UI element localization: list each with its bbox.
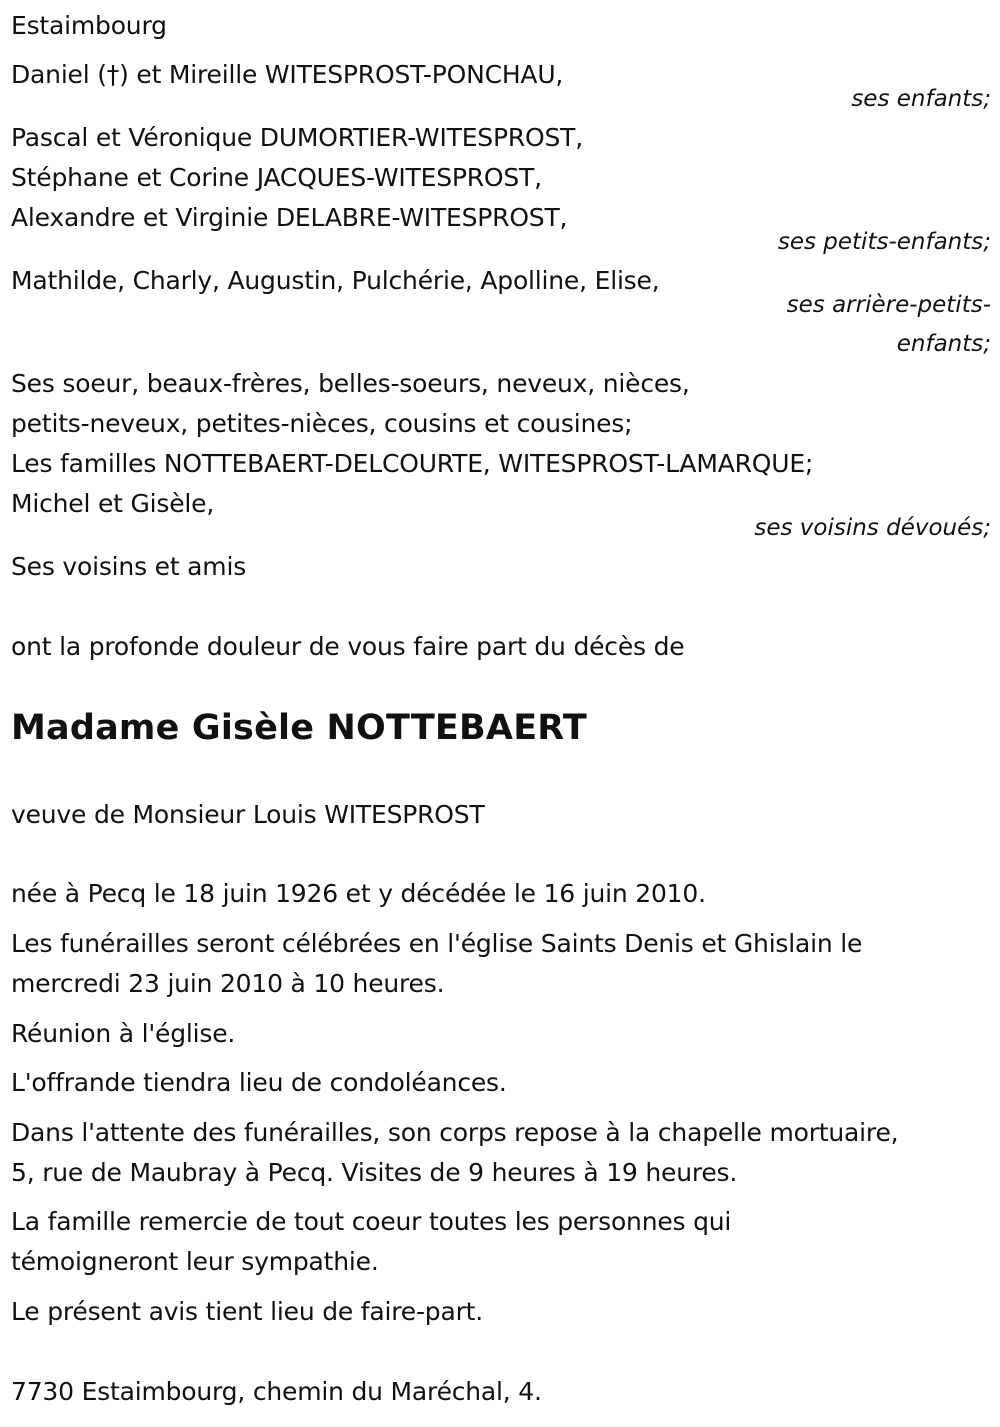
neighbours-role: ses voisins dévoués;	[754, 515, 991, 541]
children-line: Daniel (†) et Mireille WITESPROST-PONCHAU,	[11, 60, 564, 89]
great-grandchildren-role-1: ses arrière-petits-	[786, 292, 991, 318]
header-place: Estaimbourg	[11, 11, 167, 40]
widow-of-line: veuve de Monsieur Louis WITESPROST	[11, 800, 485, 829]
grandchildren-line-3: Alexandre et Virginie DELABRE-WITESPROST,	[11, 203, 568, 232]
grandchildren-line-1: Pascal et Véronique DUMORTIER-WITESPROST,	[11, 123, 583, 152]
meeting-line: Réunion à l'église.	[11, 1019, 236, 1048]
relatives-line-3: Les familles NOTTEBAERT-DELCOURTE, WITESPROST-LAMARQUE;	[11, 449, 814, 478]
grandchildren-line-2: Stéphane et Corine JACQUES-WITESPROST,	[11, 163, 542, 192]
relatives-line-2: petits-neveux, petites-nièces, cousins et cousines;	[11, 409, 633, 438]
birth-death-line: née à Pecq le 18 juin 1926 et y décédée le 16 juin 2010.	[11, 879, 706, 908]
funeral-line-2: mercredi 23 juin 2010 à 10 heures.	[11, 969, 445, 998]
chapel-line-2: 5, rue de Maubray à Pecq. Visites de 9 heures à 19 heures.	[11, 1158, 738, 1187]
relatives-line-4: Michel et Gisèle,	[11, 489, 215, 518]
friends-line: Ses voisins et amis	[11, 552, 247, 581]
great-grandchildren-role-2: enfants;	[896, 331, 991, 357]
children-role: ses enfants;	[851, 86, 991, 112]
great-grandchildren-line: Mathilde, Charly, Augustin, Pulchérie, Apolline, Elise,	[11, 266, 660, 295]
thanks-line-1: La famille remercie de tout coeur toutes les personnes qui	[11, 1207, 732, 1236]
announcement-intro: ont la profonde douleur de vous faire part du décès de	[11, 632, 685, 661]
notice-line: Le présent avis tient lieu de faire-part.	[11, 1297, 484, 1326]
grandchildren-role: ses petits-enfants;	[777, 229, 991, 255]
offering-line: L'offrande tiendra lieu de condoléances.	[11, 1068, 507, 1097]
footer-address: 7730 Estaimbourg, chemin du Maréchal, 4.	[11, 1377, 542, 1406]
thanks-line-2: témoigneront leur sympathie.	[11, 1247, 379, 1276]
funeral-line-1: Les funérailles seront célébrées en l'église Saints Denis et Ghislain le	[11, 929, 863, 958]
chapel-line-1: Dans l'attente des funérailles, son corps repose à la chapelle mortuaire,	[11, 1118, 899, 1147]
deceased-name: Madame Gisèle NOTTEBAERT	[11, 708, 587, 748]
relatives-line-1: Ses soeur, beaux-frères, belles-soeurs, neveux, nièces,	[11, 369, 690, 398]
